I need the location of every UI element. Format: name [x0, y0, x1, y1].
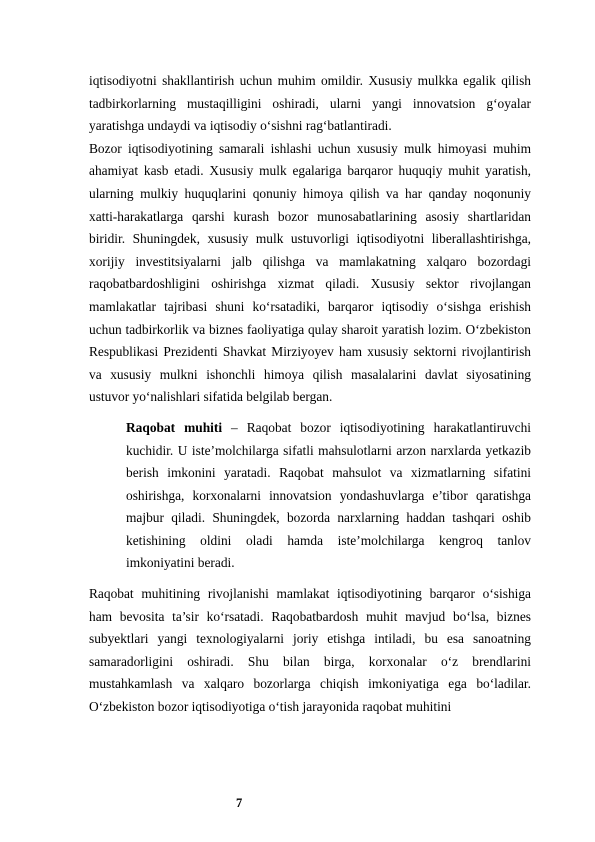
paragraph-private-property: Bozor iqtisodiyotining samarali ishlashi uchun xususiy mulk himoyasi muhim ahamiyat kasb etadi. Xususiy mulk egalariga barqaror huquqiy muhit yaratish, ularning mulkiy huquqlarini qonuniy himoya qilish va har qanday noqonuniy xatti-harakatlarga qarshi kurash bozor munosabatlarining asosiy shartlaridan biridir. Shuningdek, xususiy mulk ustuvorligi iqtisodiyotni liberallashtirishga, xorijiy investitsiyalarni jalb qilishga va mamlakatning xalqaro bozordagi raqobatbardoshligini oshirishga xizmat qiladi. Xususiy sektor rivojlangan mamlakatlar tajribasi shuni ko‘rsatadiki, barqaror iqtisodiy o‘sishga erishish uchun tadbirkorlik va biznes faoliyatiga qulay sharoit yaratish lozim. O‘zbekiston Respublikasi Prezidenti Shavkat Mirziyoyev ham xususiy sektorni rivojlantirish va xususiy mulkni ishonchli himoya qilish masalalarini davlat siyosatining ustuvor yo‘nalishlari sifatida belgilab bergan. [89, 140, 531, 405]
term-competition-environment: Raqobat muhiti [126, 419, 223, 435]
paragraph-competition-definition [126, 417, 531, 575]
page-number-text: 7 [236, 796, 243, 810]
document-body [89, 70, 531, 719]
paragraph-intro: iqtisodiyotni shakllantirish uchun muhim omildir. Xususiy mulkka egalik qilish tadbirkorlarning mustaqilligini oshiradi, ularni yangi innovatsion g‘oyalar yaratishga undaydi va iqtisodiy o‘sishni rag‘batlantiradi. [89, 73, 531, 134]
paragraph-competition-development: Raqobat muhitining rivojlanishi mamlakat iqtisodiyotining barqaror o‘sishiga ham bevosita ta’sir ko‘rsatadi. Raqobatbardosh muhit mavjud bo‘lsa, biznes subyektlari yangi texnologiyalarni joriy etishga intiladi, bu esa sanoatning samaradorligini oshiradi. Shu bilan birga, korxonalar o‘z brendlarini mustahkamlash va xalqaro bozorlarga chiqish imkoniyatiga ega bo‘ladilar. O‘zbekiston bozor iqtisodiyotiga o‘tish jarayonida raqobat muhitini [89, 586, 531, 715]
definition-text: – Raqobat bozor iqtisodiyotining harakatlantiruvchi kuchidir. U iste’molchilarga sifatli mahsulotlarni arzon narxlarda yetkazib berish imkonini yaratadi. Raqobat mahsulot va xizmatlarning sifatini oshirishga, korxonalarni innovatsion yondashuvlarga e’tibor qaratishga majbur qiladi. Shuningdek, bozorda narxlarning haddan tashqari oshib ketishining oldini oladi hamda iste’molchilarga kengroq tanlov imkoniyatini beradi. [126, 419, 531, 571]
